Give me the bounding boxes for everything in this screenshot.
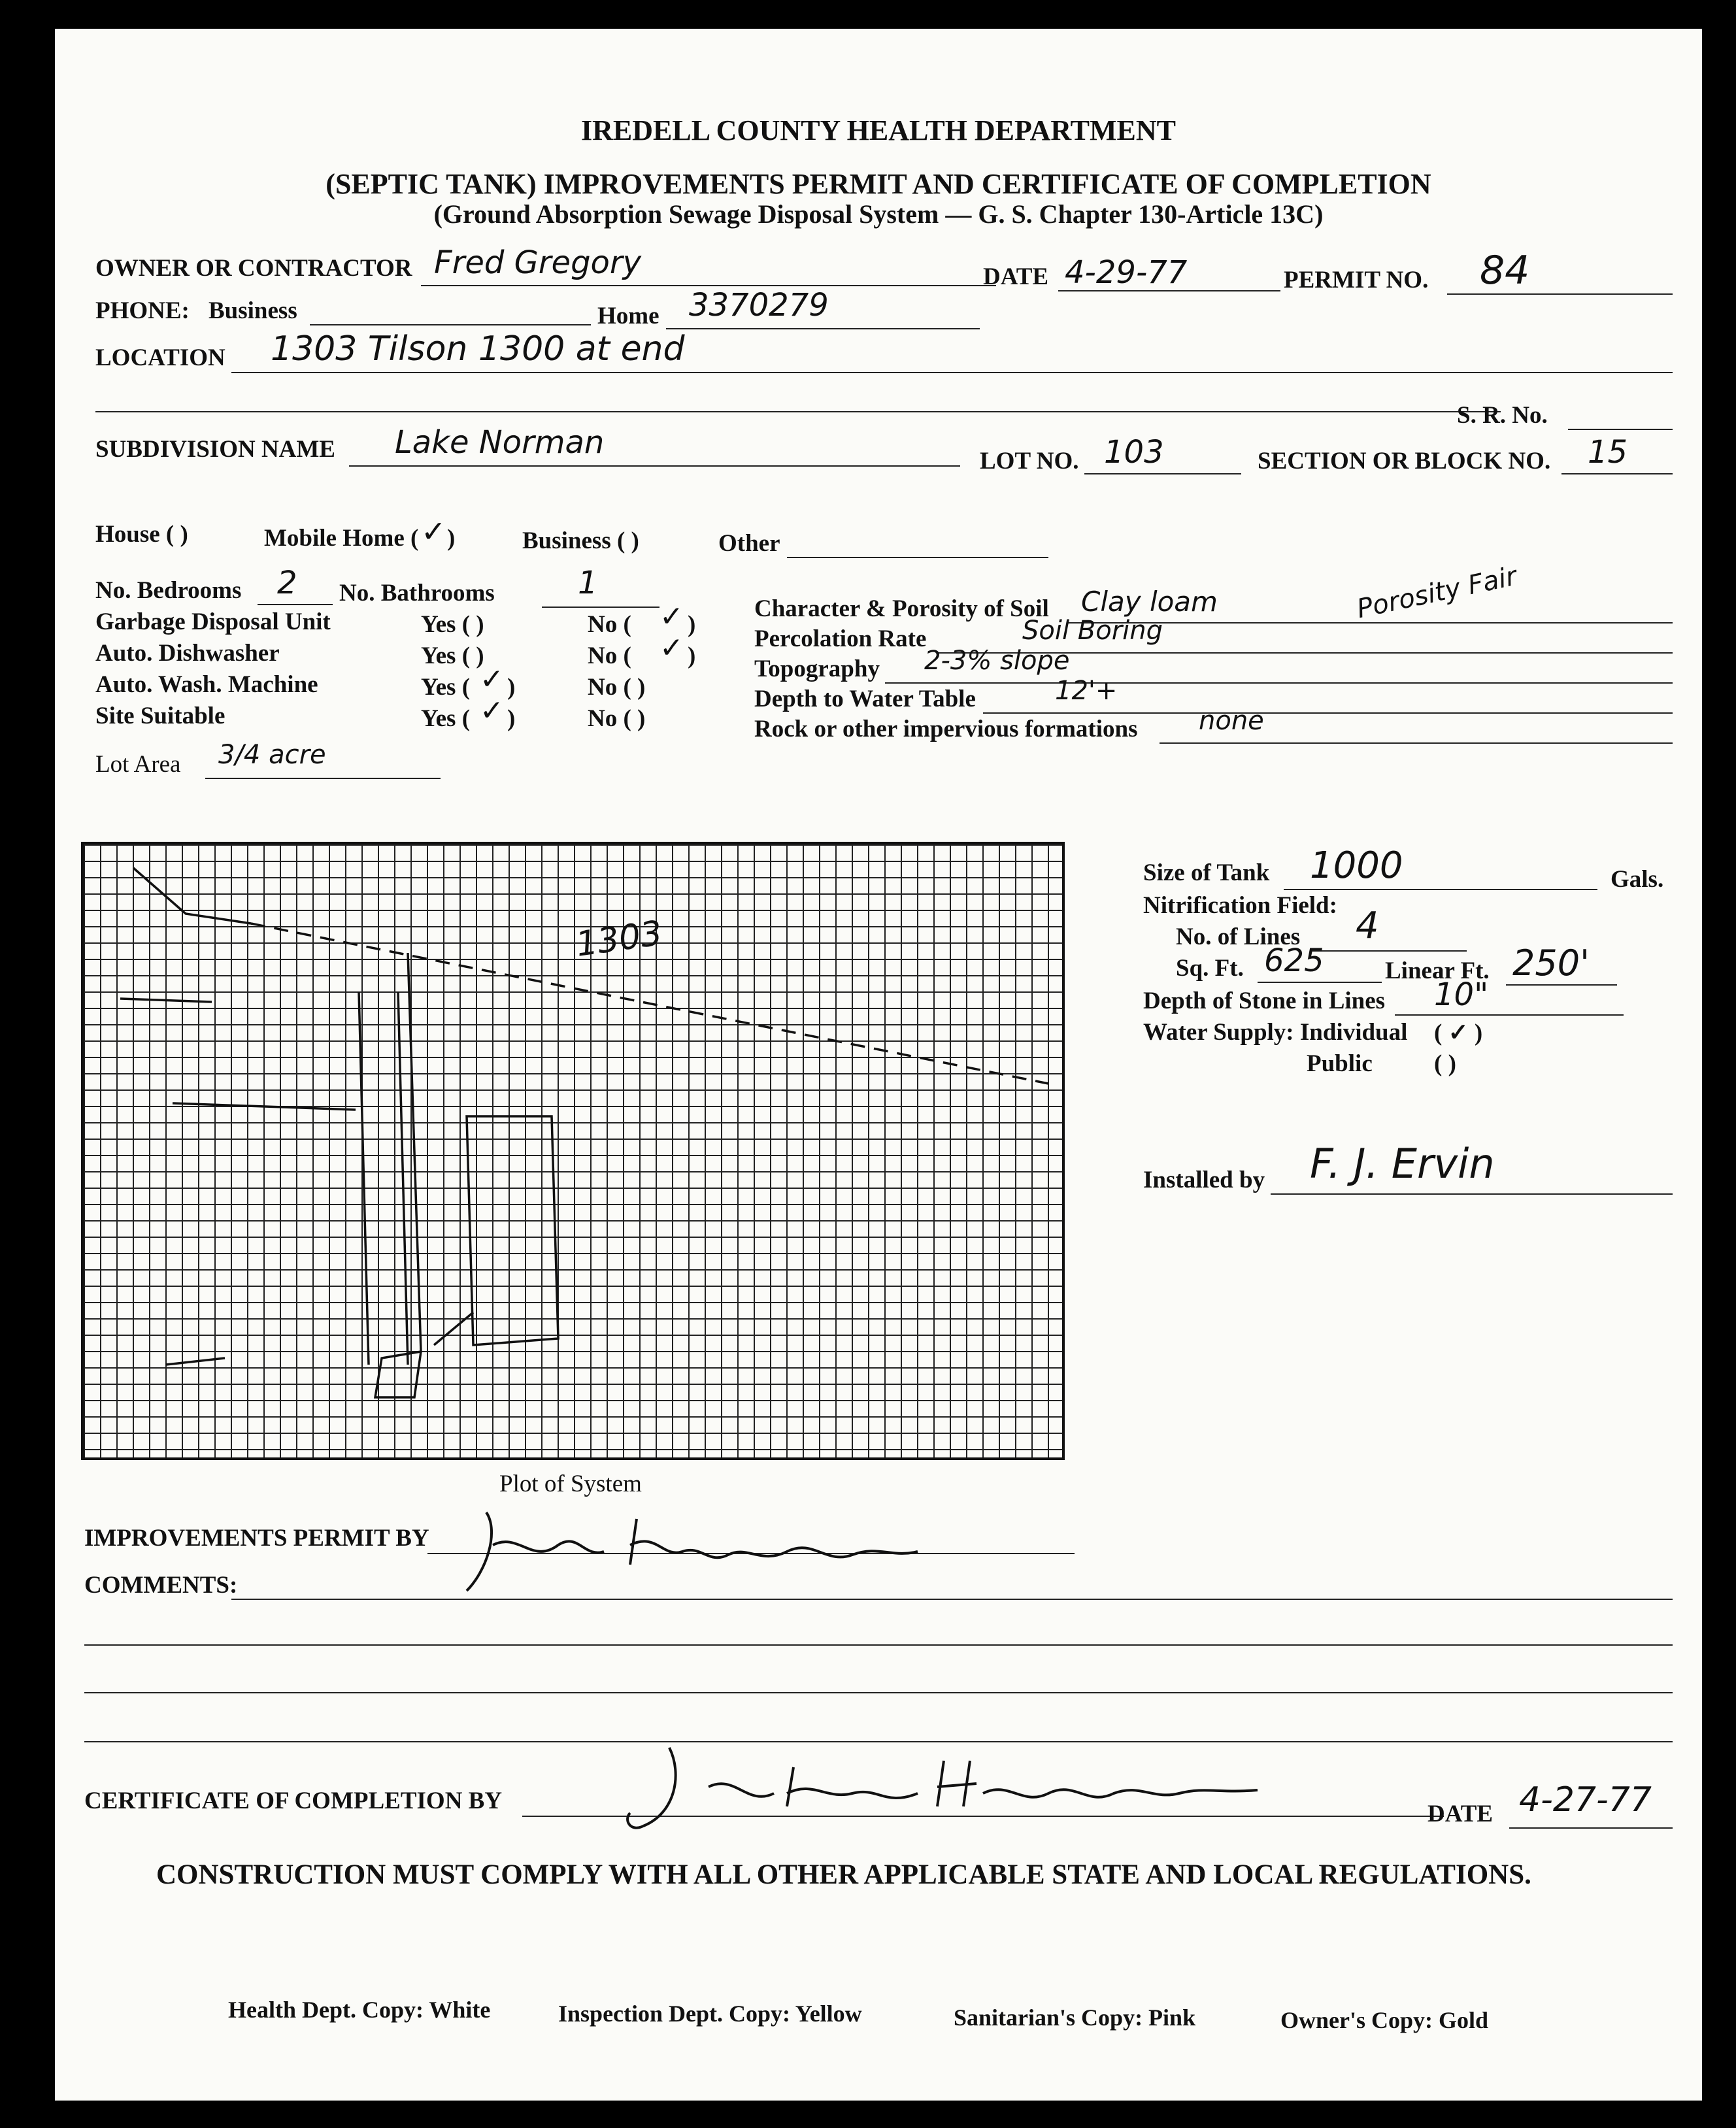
plot-caption: Plot of System bbox=[499, 1471, 642, 1497]
business-phone-label: Business bbox=[209, 297, 297, 324]
certificate-date-value: 4-27-77 bbox=[1519, 1780, 1652, 1820]
bathrooms-value: 1 bbox=[578, 565, 598, 601]
percolation-value: Soil Boring bbox=[1022, 616, 1163, 646]
soil-character-value: Clay loam bbox=[1081, 586, 1218, 618]
house-option: House ( ) bbox=[95, 521, 188, 548]
lot-area-value: 3/4 acre bbox=[218, 740, 326, 770]
rock-label: Rock or other impervious formations bbox=[754, 716, 1138, 742]
mobile-home-option: Mobile Home ( bbox=[264, 525, 419, 552]
soil-character-label: Character & Porosity of Soil bbox=[754, 595, 1049, 622]
porosity-note: Porosity Fair bbox=[1354, 561, 1520, 625]
dishwasher-close: ) bbox=[688, 642, 696, 669]
water-supply-label: Water Supply: Individual bbox=[1143, 1019, 1408, 1046]
topography-label: Topography bbox=[754, 656, 880, 682]
location-label: LOCATION bbox=[95, 344, 225, 371]
garbage-disposal-yes: Yes ( ) bbox=[421, 611, 484, 638]
owner-label: OWNER OR CONTRACTOR bbox=[95, 255, 412, 282]
mobile-home-close: ) bbox=[447, 525, 456, 552]
tank-gals-label: Gals. bbox=[1611, 866, 1664, 893]
tank-size-value: 1000 bbox=[1310, 844, 1403, 887]
regulations-notice: CONSTRUCTION MUST COMPLY WITH ALL OTHER APPLICABLE STATE AND LOCAL REGULATIONS. bbox=[156, 1859, 1531, 1890]
lot-area-label: Lot Area bbox=[95, 751, 181, 778]
section-label: SECTION OR BLOCK NO. bbox=[1258, 448, 1551, 474]
water-public-label: Public bbox=[1307, 1050, 1373, 1077]
home-phone-label: Home bbox=[597, 303, 659, 329]
water-table-value: 12'+ bbox=[1055, 676, 1118, 706]
wash-machine-mark: ✓ bbox=[480, 663, 504, 696]
lines-value: 4 bbox=[1356, 905, 1379, 947]
section-value: 15 bbox=[1588, 434, 1628, 471]
business-option: Business ( ) bbox=[522, 527, 639, 554]
lot-value: 103 bbox=[1104, 434, 1164, 471]
certificate-label: CERTIFICATE OF COMPLETION BY bbox=[84, 1787, 503, 1814]
site-suitable-mark: ✓ bbox=[480, 694, 504, 727]
linear-ft-label: Linear Ft. bbox=[1385, 957, 1490, 984]
subdivision-value: Lake Norman bbox=[395, 424, 605, 461]
improvements-signature bbox=[447, 1493, 1035, 1604]
owner-value: Fred Gregory bbox=[434, 244, 642, 281]
mobile-home-checkmark: ✓ bbox=[421, 514, 446, 549]
garbage-disposal-mark: ✓ bbox=[659, 600, 684, 633]
phone-label: PHONE: bbox=[95, 297, 190, 324]
bedrooms-label: No. Bedrooms bbox=[95, 577, 242, 604]
sqft-label: Sq. Ft. bbox=[1176, 955, 1244, 982]
site-suitable-no: No ( ) bbox=[588, 705, 646, 732]
dishwasher-label: Auto. Dishwasher bbox=[95, 640, 280, 667]
installed-by-label: Installed by bbox=[1143, 1167, 1265, 1193]
home-phone-value: 3370279 bbox=[689, 287, 829, 324]
copy-inspection-dept: Inspection Dept. Copy: Yellow bbox=[558, 2001, 862, 2027]
stone-depth-value: 10" bbox=[1434, 976, 1489, 1013]
sqft-value: 625 bbox=[1264, 942, 1324, 979]
wash-machine-no: No ( ) bbox=[588, 674, 646, 701]
bathrooms-label: No. Bathrooms bbox=[339, 580, 495, 607]
form-subtitle: (Ground Absorption Sewage Disposal System — G. S. Chapter 130-Article 13C) bbox=[433, 199, 1324, 229]
tank-size-label: Size of Tank bbox=[1143, 859, 1270, 886]
comments-label: COMMENTS: bbox=[84, 1572, 238, 1599]
rock-value: none bbox=[1199, 706, 1264, 736]
copy-owner: Owner's Copy: Gold bbox=[1280, 2007, 1489, 2033]
garbage-disposal-label: Garbage Disposal Unit bbox=[95, 608, 331, 635]
garbage-disposal-no: No ( bbox=[588, 611, 631, 638]
percolation-label: Percolation Rate bbox=[754, 625, 927, 652]
agency-title: IREDELL COUNTY HEALTH DEPARTMENT bbox=[581, 114, 1176, 146]
certificate-signature bbox=[578, 1728, 1297, 1846]
bedrooms-value: 2 bbox=[277, 565, 297, 601]
copy-sanitarian: Sanitarian's Copy: Pink bbox=[954, 2004, 1196, 2031]
wash-machine-yes-close: ) bbox=[507, 674, 516, 701]
dishwasher-no: No ( bbox=[588, 642, 631, 669]
site-suitable-label: Site Suitable bbox=[95, 703, 225, 729]
plot-sketch bbox=[81, 842, 1065, 1460]
wash-machine-yes: Yes ( bbox=[421, 674, 471, 701]
dishwasher-yes: Yes ( ) bbox=[421, 642, 484, 669]
topography-value: 2-3% slope bbox=[924, 646, 1070, 676]
water-table-label: Depth to Water Table bbox=[754, 686, 976, 712]
subdivision-label: SUBDIVISION NAME bbox=[95, 436, 335, 463]
other-option: Other bbox=[718, 530, 780, 557]
sr-no-label: S. R. No. bbox=[1457, 402, 1548, 429]
stone-depth-label: Depth of Stone in Lines bbox=[1143, 988, 1386, 1014]
plot-road-label: 1303 bbox=[573, 914, 665, 965]
nitrification-label: Nitrification Field: bbox=[1143, 892, 1337, 919]
permit-value: 84 bbox=[1480, 248, 1530, 293]
water-public-mark: ( ) bbox=[1434, 1050, 1456, 1077]
wash-machine-label: Auto. Wash. Machine bbox=[95, 671, 318, 698]
date-value: 4-29-77 bbox=[1065, 254, 1188, 291]
lot-label: LOT NO. bbox=[980, 448, 1079, 474]
location-value: 1303 Tilson 1300 at end bbox=[271, 329, 685, 369]
linear-ft-value: 250' bbox=[1512, 942, 1590, 984]
improvements-permit-label: IMPROVEMENTS PERMIT BY bbox=[84, 1525, 429, 1552]
site-suitable-yes: Yes ( bbox=[421, 705, 471, 732]
certificate-date-label: DATE bbox=[1427, 1801, 1494, 1827]
dishwasher-mark: ✓ bbox=[659, 631, 684, 665]
permit-form bbox=[55, 29, 1702, 2101]
installed-by-value: F. J. Ervin bbox=[1310, 1140, 1495, 1188]
water-individual-mark: ( ✓ ) bbox=[1434, 1020, 1483, 1046]
date-label: DATE bbox=[983, 263, 1049, 290]
form-title: (SEPTIC TANK) IMPROVEMENTS PERMIT AND CERTIFICATE OF COMPLETION bbox=[326, 168, 1431, 200]
lines-label: No. of Lines bbox=[1176, 923, 1301, 950]
site-suitable-yes-close: ) bbox=[507, 705, 516, 732]
copy-health-dept: Health Dept. Copy: White bbox=[228, 1997, 491, 2023]
permit-label: PERMIT NO. bbox=[1284, 267, 1429, 293]
garbage-disposal-close: ) bbox=[688, 611, 696, 638]
